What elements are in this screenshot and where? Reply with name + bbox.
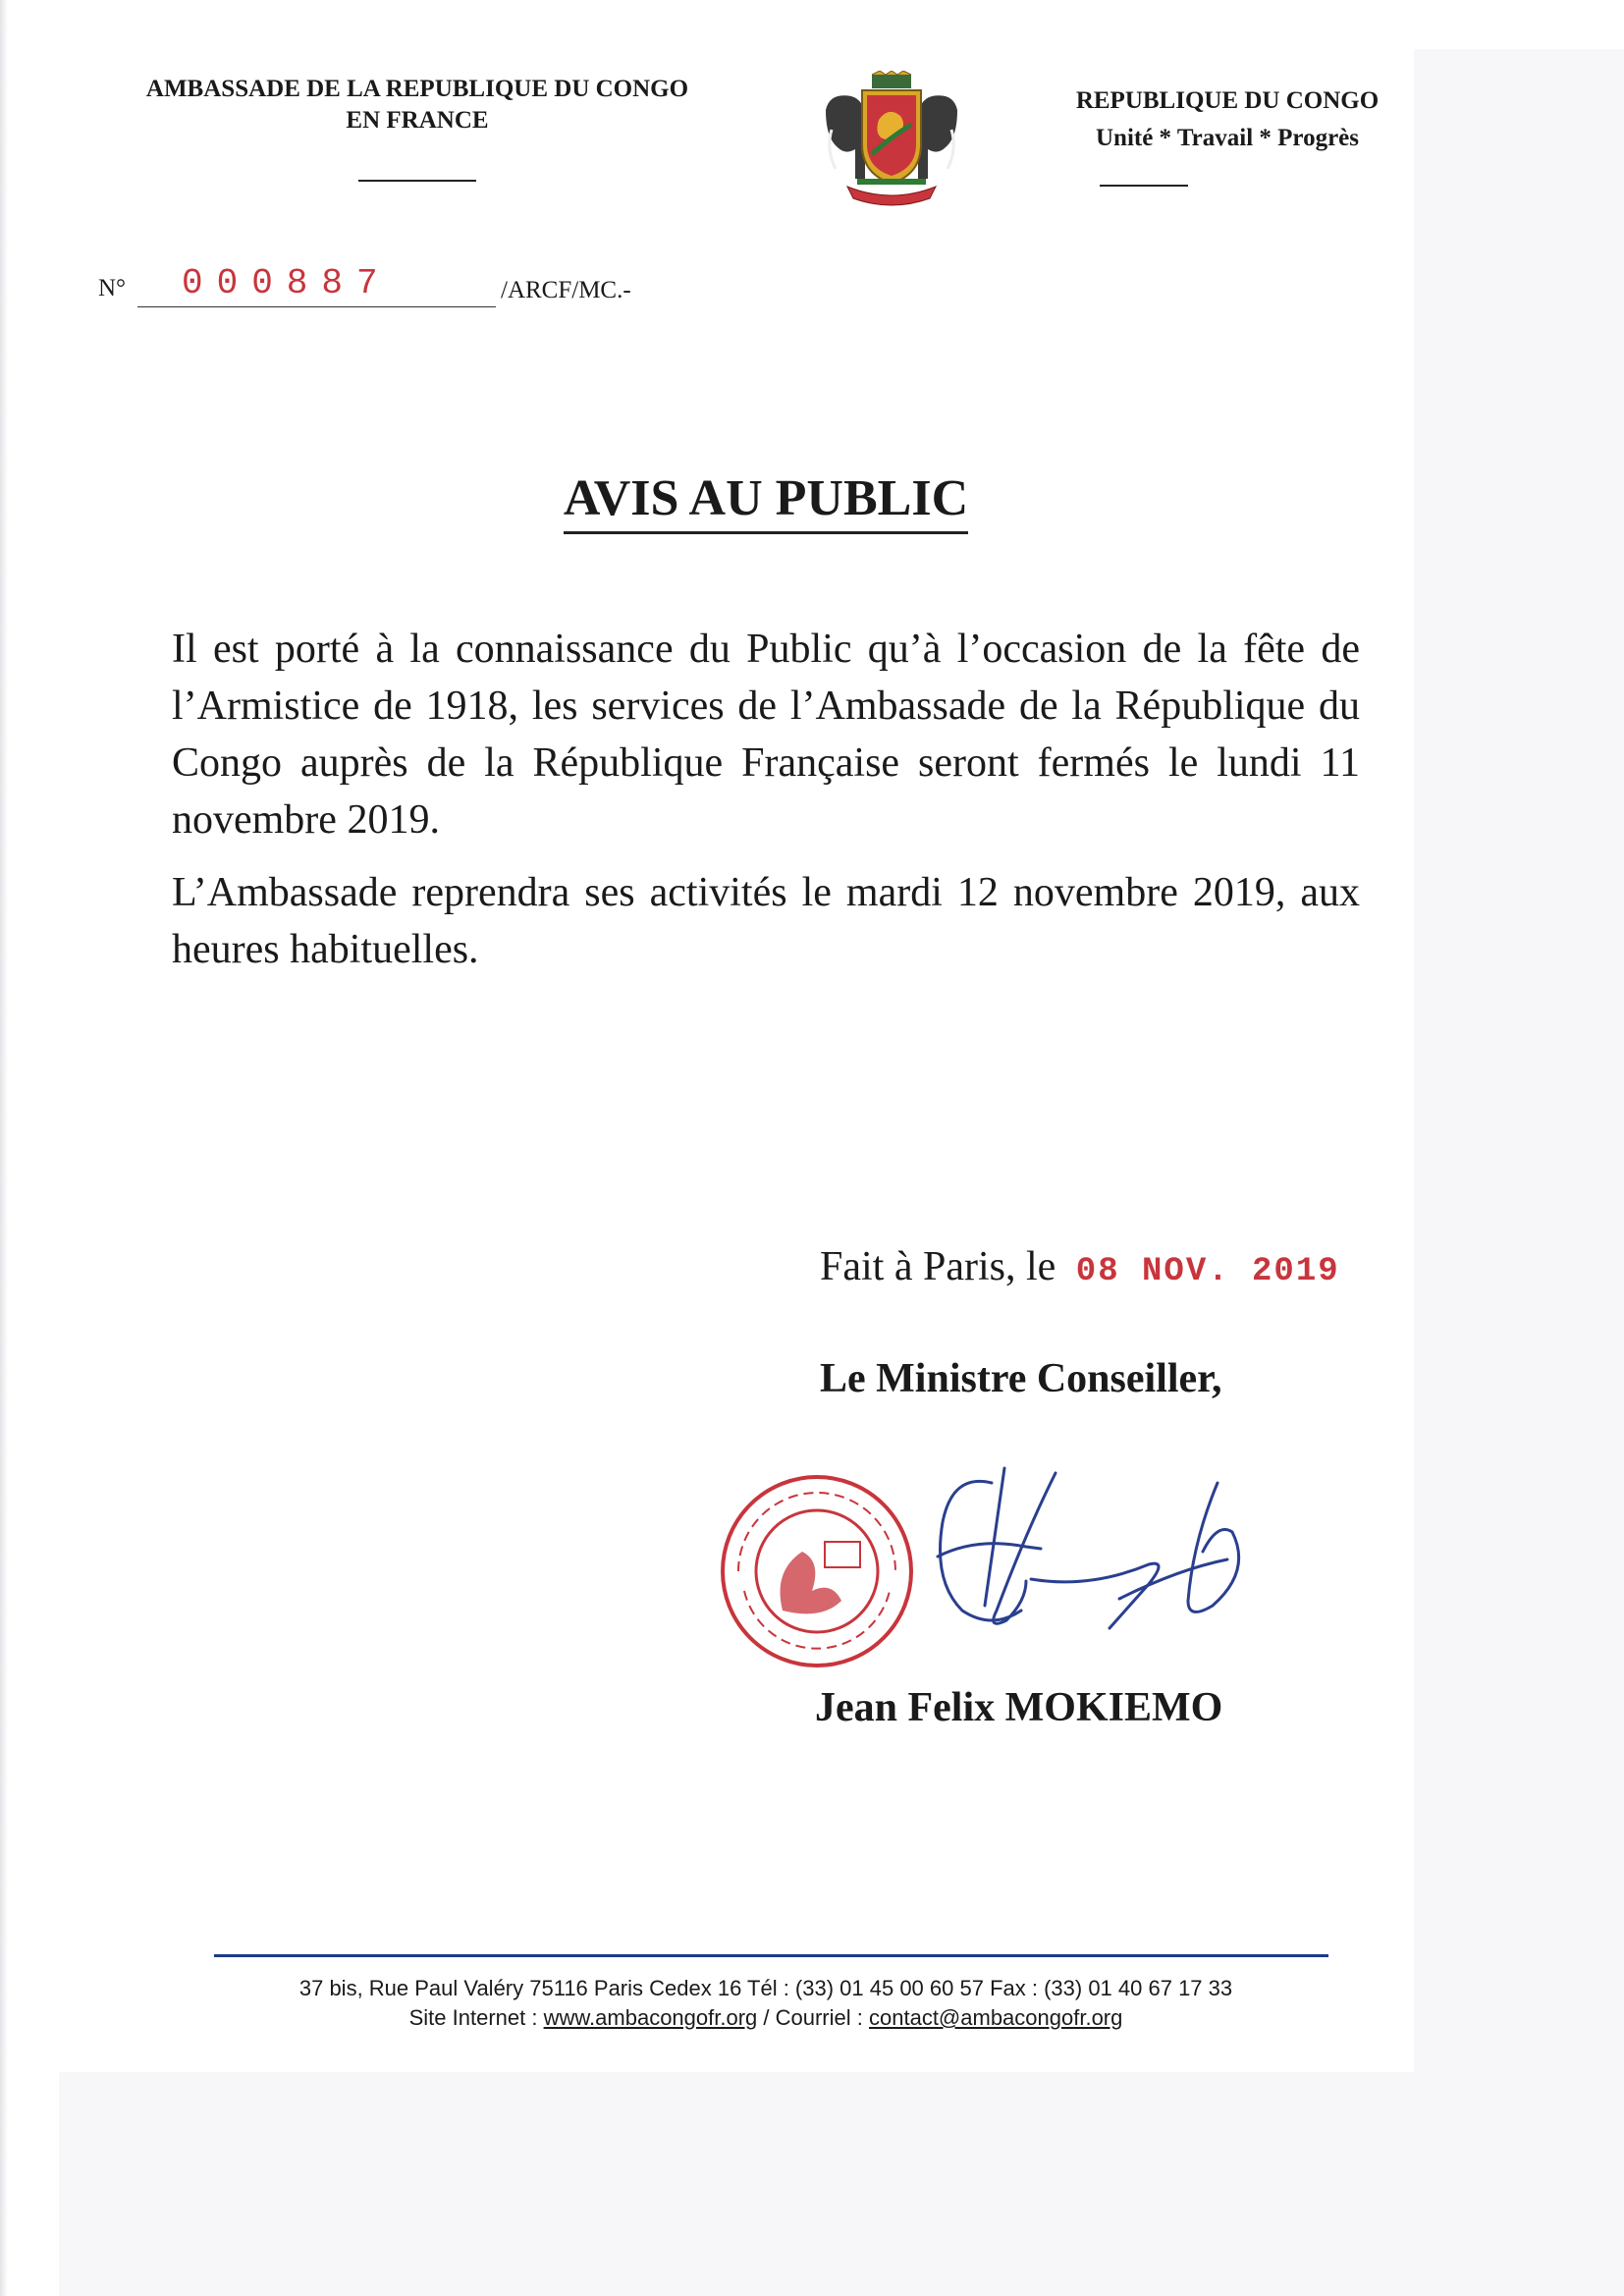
reference-line bbox=[98, 263, 687, 312]
scan-shadow-right bbox=[1414, 49, 1624, 2072]
footer-address: 37 bis, Rue Paul Valéry 75116 Paris Cedex 16 Tél : (33) 01 45 00 60 57 Fax : (33) 01 40 67 17 33 bbox=[298, 1976, 1233, 2000]
handwritten-signature-icon bbox=[884, 1463, 1296, 1660]
notice-title bbox=[0, 469, 1532, 534]
date-stamp: 08 NOV. 2019 bbox=[1075, 1253, 1340, 1290]
header-republic bbox=[1011, 82, 1443, 157]
header-left-rule bbox=[358, 180, 476, 182]
reference-number-stamp: 000887 bbox=[182, 263, 392, 303]
notice-paragraph-1: Il est porté à la connaissance du Public qu’à l’occasion de la fête de l’Armistice de 1918, les services de l’Ambassade de la République du Congo auprès de la République Française seront fermés le lundi 11 novembre 2019. bbox=[172, 627, 1360, 843]
notice-body bbox=[172, 621, 1360, 994]
signatory-role: Le Ministre Conseiller, bbox=[820, 1356, 1222, 1401]
header-motto: Unité * Travail * Progrès bbox=[1095, 125, 1360, 151]
header-republic-line1: REPUBLIQUE DU CONGO bbox=[1075, 87, 1380, 114]
header-right-rule bbox=[1100, 185, 1188, 187]
coat-of-arms-icon bbox=[818, 71, 965, 208]
notice-title-text: AVIS AU PUBLIC bbox=[564, 469, 968, 534]
scan-shadow-left bbox=[0, 0, 8, 2296]
footer-mail-link[interactable]: contact@ambacongofr.org bbox=[869, 2005, 1123, 2030]
footer-rule bbox=[214, 1954, 1328, 1957]
header-embassy-line1: AMBASSADE DE LA REPUBLIQUE DU CONGO bbox=[145, 76, 689, 102]
notice-paragraph-2: L’Ambassade reprendra ses activités le mardi 12 novembre 2019, aux heures habituelles. bbox=[172, 870, 1360, 972]
scan-shadow-bottom bbox=[59, 2072, 1624, 2296]
place-text: Fait à Paris, le bbox=[820, 1244, 1056, 1289]
header-embassy-line2: EN FRANCE bbox=[346, 107, 489, 134]
place-date-line bbox=[820, 1243, 1340, 1290]
reference-underline bbox=[137, 306, 496, 307]
reference-prefix: N° bbox=[98, 275, 127, 301]
footer bbox=[177, 1974, 1355, 2033]
header-embassy bbox=[59, 74, 776, 137]
footer-site-label: Site Internet : bbox=[408, 2005, 538, 2030]
reference-suffix: /ARCF/MC.- bbox=[501, 277, 631, 303]
footer-contacts bbox=[177, 2003, 1355, 2033]
footer-mail-label: / Courriel : bbox=[763, 2005, 863, 2030]
signer-name: Jean Felix MOKIEMO bbox=[815, 1685, 1223, 1730]
footer-site-link[interactable]: www.ambacongofr.org bbox=[543, 2005, 758, 2030]
